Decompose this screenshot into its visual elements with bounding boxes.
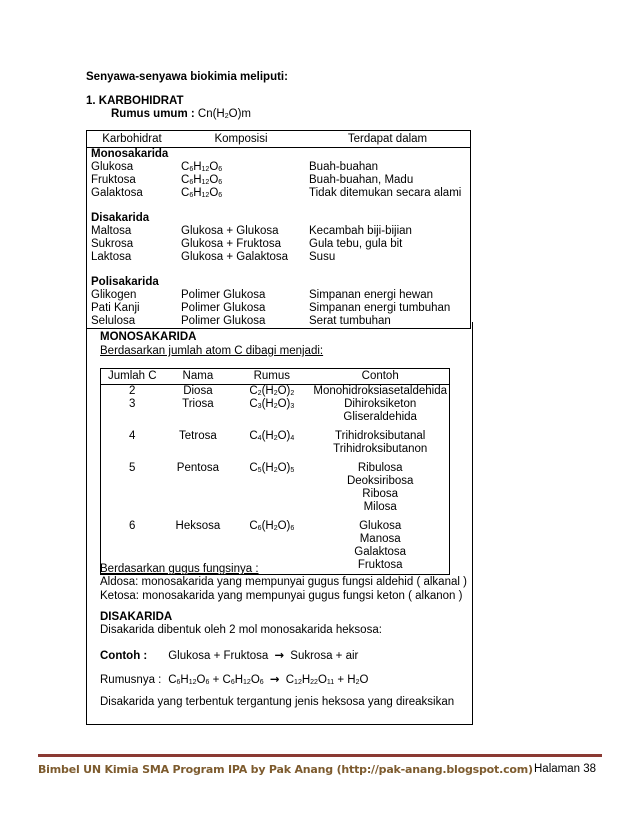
contoh-label: Contoh : <box>100 650 148 662</box>
t2-header-nama: Nama <box>164 369 233 385</box>
t2-header-contoh: Contoh <box>311 369 449 385</box>
ketosa-text: Ketosa: monosakarida yang mempunyai gugus fungsi keton ( alkanon ) <box>100 590 463 602</box>
table-row: Selulosa Polimer Glukosa Serat tumbuhan <box>91 315 391 327</box>
footer-divider <box>38 754 602 757</box>
table1-header-karbohidrat: Karbohidrat <box>87 131 178 148</box>
karbohidrat-table <box>86 130 471 329</box>
t2-header-jumlah: Jumlah C <box>101 369 164 385</box>
table-row: Glikogen Polimer Glukosa Simpanan energi hewan <box>91 289 434 301</box>
disakarida-title: DISAKARIDA <box>100 611 173 623</box>
intro-heading: Senyawa-senyawa biokimia meliputi: <box>86 71 288 83</box>
table-row: 2 Diosa $C_2(H_2O)_2$ Monohidroksiasetaldehida <box>129 385 447 397</box>
table-row: Galaktosa $C_6H_{12}O_6$ Tidak ditemukan secara alami <box>91 187 462 199</box>
contoh-products: Sukrosa + air <box>290 650 359 662</box>
rumus-line <box>100 672 368 686</box>
table-row: 6 Heksosa $C_6(H_2O)_6$ Glukosa Manosa Galaktosa Fruktosa <box>129 520 407 571</box>
gugus-title: Berdasarkan gugus fungsinya : <box>100 563 259 575</box>
contoh-reactants: Glukosa + Fruktosa <box>168 650 269 662</box>
rumus-equation: $C_6H_{12}O_6 + C_6H_{12}O_6$ <box>168 674 264 686</box>
table-row: Glukosa $C_6H_{12}O_6$ Buah-buahan <box>91 161 379 173</box>
table-row: Maltosa Glukosa + Glukosa Kecambah biji-bijian <box>91 225 412 237</box>
table1-header-terdapat: Terdapat dalam <box>305 131 471 148</box>
disakarida-note: Disakarida yang terbentuk tergantung jenis heksosa yang direaksikan <box>100 696 455 708</box>
rumus-product: $C_{12}H_{22}O_{11} + H_2O$ <box>285 674 369 686</box>
table-row: Laktosa Glukosa + Galaktosa Susu <box>91 251 336 263</box>
contoh-line <box>100 648 358 662</box>
section-title: 1. KARBOHIDRAT <box>86 95 184 107</box>
table1-header-komposisi: Komposisi <box>177 131 305 148</box>
table-row: 3 Triosa $C_3(H_2O)_3$ Dihiroksiketon Gliseraldehida <box>129 398 417 423</box>
formula-label: Rumus umum : <box>111 108 195 120</box>
table-row: 4 Tetrosa $C_4(H_2O)_4$ Trihidroksibutanal Trihidroksibutanon <box>129 430 428 455</box>
t2-header-rumus: Rumus <box>232 369 311 385</box>
group-label: Monosakarida <box>91 148 169 160</box>
table-row: 5 Pentosa $C_5(H_2O)_5$ Ribulosa Deoksiribosa Ribosa Milosa <box>129 462 414 513</box>
rumus-label: Rumusnya : <box>100 674 162 686</box>
table-row: Fruktosa $C_6H_{12}O_6$ Buah-buahan, Madu <box>91 174 414 186</box>
table-row: Sukrosa Glukosa + Fruktosa Gula tebu, gula bit <box>91 238 403 250</box>
table-row: Pati Kanji Polimer Glukosa Simpanan energi tumbuhan <box>91 302 451 314</box>
arrow-icon: → <box>274 648 285 662</box>
aldosa-text: Aldosa: monosakarida yang mempunyai gugus fungsi aldehid ( alkanal ) <box>100 576 467 588</box>
general-formula: $Cn(H_2O)m$ <box>197 108 252 120</box>
disakarida-desc: Disakarida dibentuk oleh 2 mol monosakarida heksosa: <box>100 624 382 636</box>
group-label: Disakarida <box>91 212 150 224</box>
arrow-icon: → <box>269 672 280 686</box>
monosakarida-title: MONOSAKARIDA <box>100 331 197 343</box>
monosakarida-subtitle: Berdasarkan jumlah atom C dibagi menjadi: <box>100 345 324 357</box>
monosakarida-table <box>100 368 450 575</box>
footer-text: Bimbel UN Kimia SMA Program IPA by Pak Anang (http://pak-anang.blogspot.com) <box>38 763 533 776</box>
formula-line <box>111 108 251 120</box>
page-number: Halaman 38 <box>534 763 597 775</box>
group-label: Polisakarida <box>91 276 159 288</box>
